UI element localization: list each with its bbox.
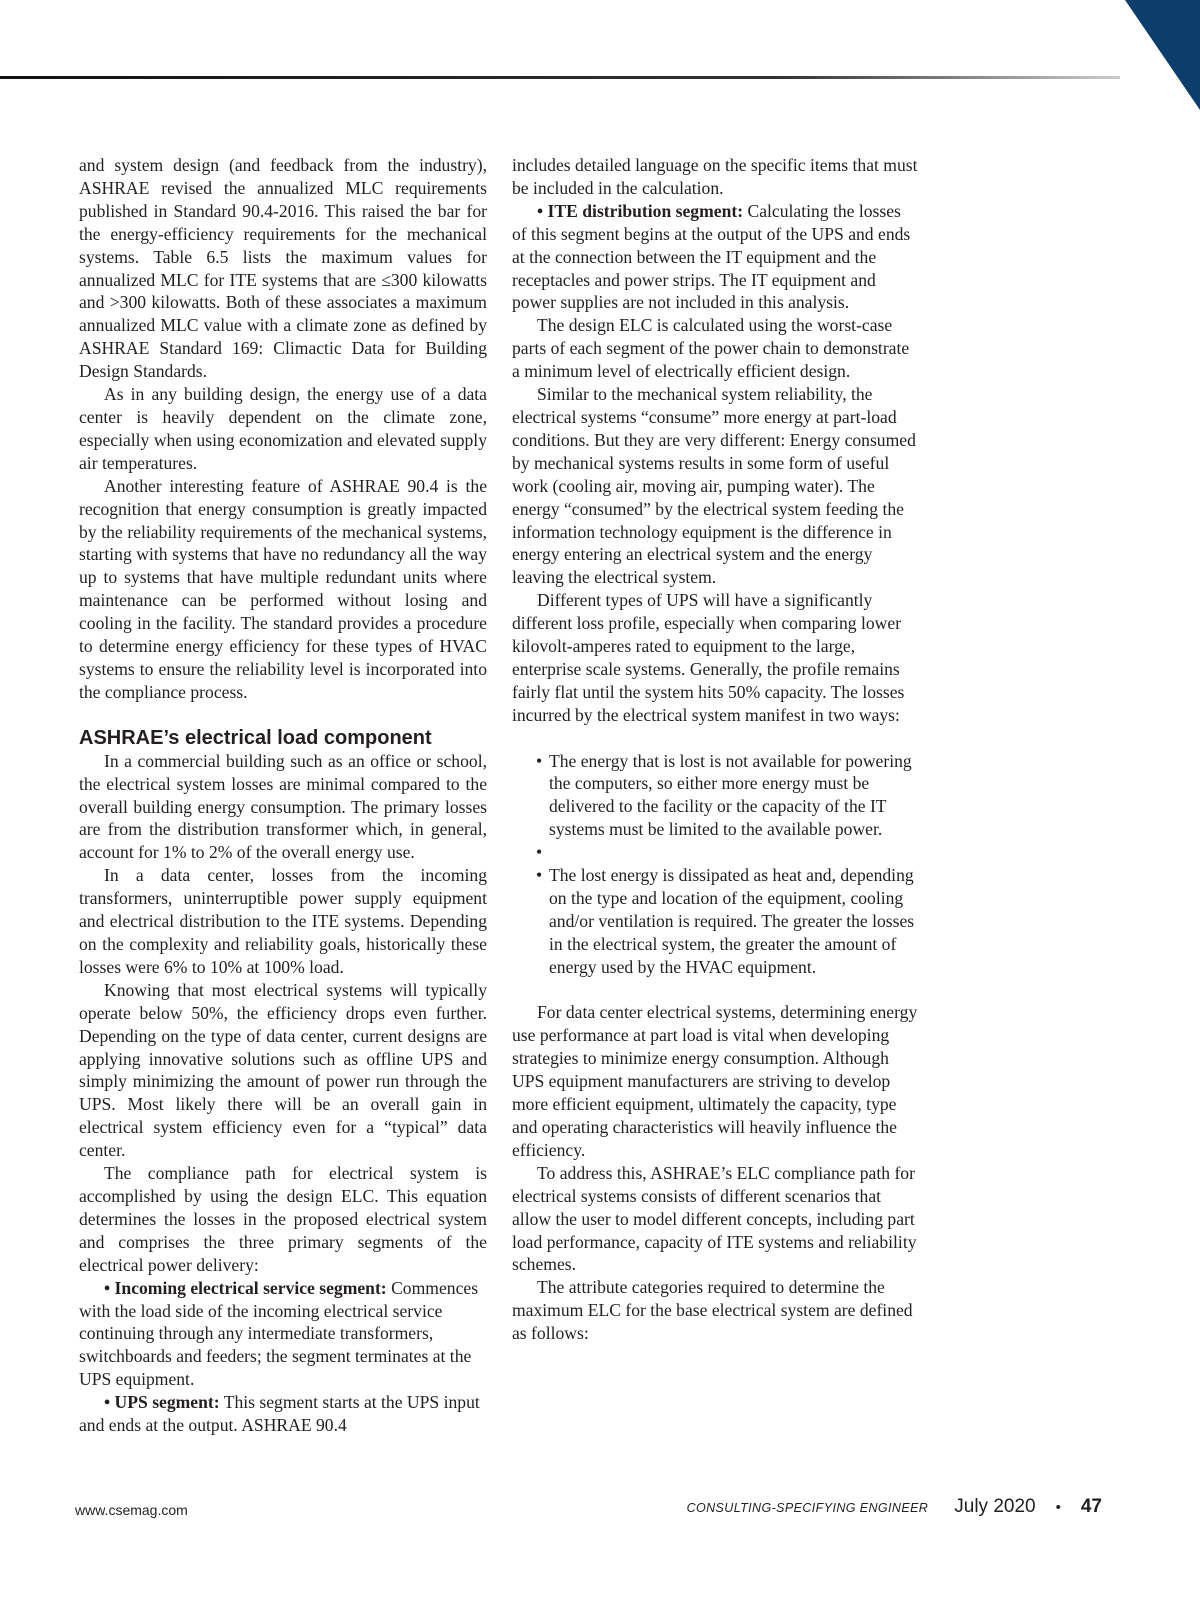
paragraph: includes detailed language on the specific items that must be included in the calculation. <box>512 155 918 198</box>
page-number: 47 <box>1080 1496 1102 1517</box>
paragraph: Knowing that most electrical systems will typically operate below 50%, the efficiency drops even further. Depending on the type of data center, current designs are applying innovative solutions such as offline UPS and simply minimizing the amount of power run through the UPS. Most likely there will be an overall gain in electrical system efficiency even for a “typical” data center. <box>79 979 487 1161</box>
header-rule <box>0 76 1120 79</box>
segment-text: Calculating the losses of this segment begins at the output of the UPS and ends at the connection between the IT equipment and the receptacles and power strips. The IT equipment and power supplies are not included in this analysis. <box>512 200 911 313</box>
paragraph: As in any building design, the energy use of a data center is heavily dependent on the climate zone, especially when using economization and elevated supply air temperatures. <box>79 384 487 473</box>
segment-label: • ITE distribution segment: <box>537 200 744 221</box>
segment-item <box>512 200 919 315</box>
publication-name: CONSULTING-SPECIFYING ENGINEER <box>686 1501 929 1515</box>
footer-website[interactable]: www.csemag.com <box>75 1502 188 1518</box>
right-column <box>512 154 919 1345</box>
paragraph: In a commercial building such as an office or school, the electrical system losses are minimal compared to the overall building energy consumption. The primary losses are from the distribution transformer which, in general, account for 1% to 2% of the overall energy use. <box>79 750 487 863</box>
paragraph: The attribute categories required to determine the maximum ELC for the base electrical system are defined as follows: <box>512 1277 913 1344</box>
segment-item <box>79 1277 487 1392</box>
paragraph: Different types of UPS will have a significantly different loss profile, especially when comparing lower kilovolt-amperes rated to equipment to the large, enterprise scale systems. Generally, the profile remains fairly flat until the system hits 50% capacity. The losses incurred by the electrical system manifest in two ways: <box>512 590 905 725</box>
list-item: • The lost energy is dissipated as heat and, depending on the type and location of the equipment, cooling and/or ventilation is required. The greater the losses in the electrical system, the greater the amount of energy used by the HVAC equipment. <box>512 864 919 979</box>
paragraph: To address this, ASHRAE’s ELC compliance path for electrical systems consists of different scenarios that allow the user to model different concepts, including part load performance, capacity of ITE systems and reliability schemes. <box>512 1162 917 1275</box>
list-item: • The energy that is lost is not available for powering the computers, so either more energy must be delivered to the facility or the capacity of the IT systems must be limited to the available power. <box>512 750 919 842</box>
segment-item <box>79 1391 487 1437</box>
section-heading: ASHRAE’s electrical load component <box>79 726 432 749</box>
footer-folio <box>687 1496 1102 1518</box>
paragraph: Similar to the mechanical system reliability, the electrical systems “consume” more energy at part-load conditions. But they are very different: Energy consumed by mechanical systems results in some form of useful work (cooling air, moving air, pumping water). The energy “consumed” by the electrical system feeding the information technology equipment is the difference in energy entering an electrical system and the energy leaving the electrical system. <box>512 384 916 588</box>
left-column <box>79 154 487 1437</box>
paragraph: In a data center, losses from the incoming transformers, uninterruptible power supply equipment and electrical distribution to the ITE systems. Depending on the complexity and reliability goals, historically these losses were 6% to 10% at 100% load. <box>79 865 487 977</box>
segment-label: • UPS segment: <box>104 1392 220 1413</box>
paragraph: The design ELC is calculated using the worst-case parts of each segment of the power chain to demonstrate a minimum level of electrically efficient design. <box>512 315 910 382</box>
paragraph: Another interesting feature of ASHRAE 90.4 is the recognition that energy consumption is greatly impacted by the reliability requirements of the mechanical systems, starting with systems that have no redundancy all the way up to systems that have multiple redundant units where maintenance can be performed without losing and cooling in the facility. The standard provides a procedure to determine energy efficiency for these types of HVAC systems to ensure the reliability level is incorporated into the compliance process. <box>79 475 487 702</box>
paragraph: For data center electrical systems, determining energy use performance at part load is vital when developing strategies to minimize energy consumption. Although UPS equipment manufacturers are striving to develop more efficient equipment, ultimately the capacity, type and operating characteristics will heavily influence the efficiency. <box>512 1002 918 1160</box>
paragraph: and system design (and feedback from the industry), ASHRAE revised the annualized MLC requirements published in Standard 90.4-2016. This raised the bar for the energy-efficiency requirements for the mechanical systems. Table 6.5 lists the maximum values for annualized MLC for ITE systems that are ≤300 kilowatts and >300 kilowatts. Both of these associates a maximum annualized MLC value with a climate zone as defined by ASHRAE Standard 169: Climactic Data for Building Design Standards. <box>79 155 487 382</box>
paragraph: The compliance path for electrical system is accomplished by using the design ELC. This equation determines the losses in the proposed electrical system and comprises the three primary segments of the electrical power delivery: <box>79 1163 487 1275</box>
bullet-list <box>512 750 919 979</box>
segment-text: This segment starts at the UPS input and ends at the output. ASHRAE 90.4 <box>79 1392 480 1436</box>
segment-text: Commences with the load side of the incoming electrical service continuing through any intermediate transformers, switchboards and feeders; the segment terminates at the UPS equipment. <box>79 1277 479 1390</box>
issue-date: July 2020 <box>954 1496 1036 1517</box>
separator-dot: • <box>1055 1499 1061 1516</box>
segment-label: • Incoming electrical service segment: <box>104 1277 387 1298</box>
corner-accent <box>1090 0 1200 110</box>
